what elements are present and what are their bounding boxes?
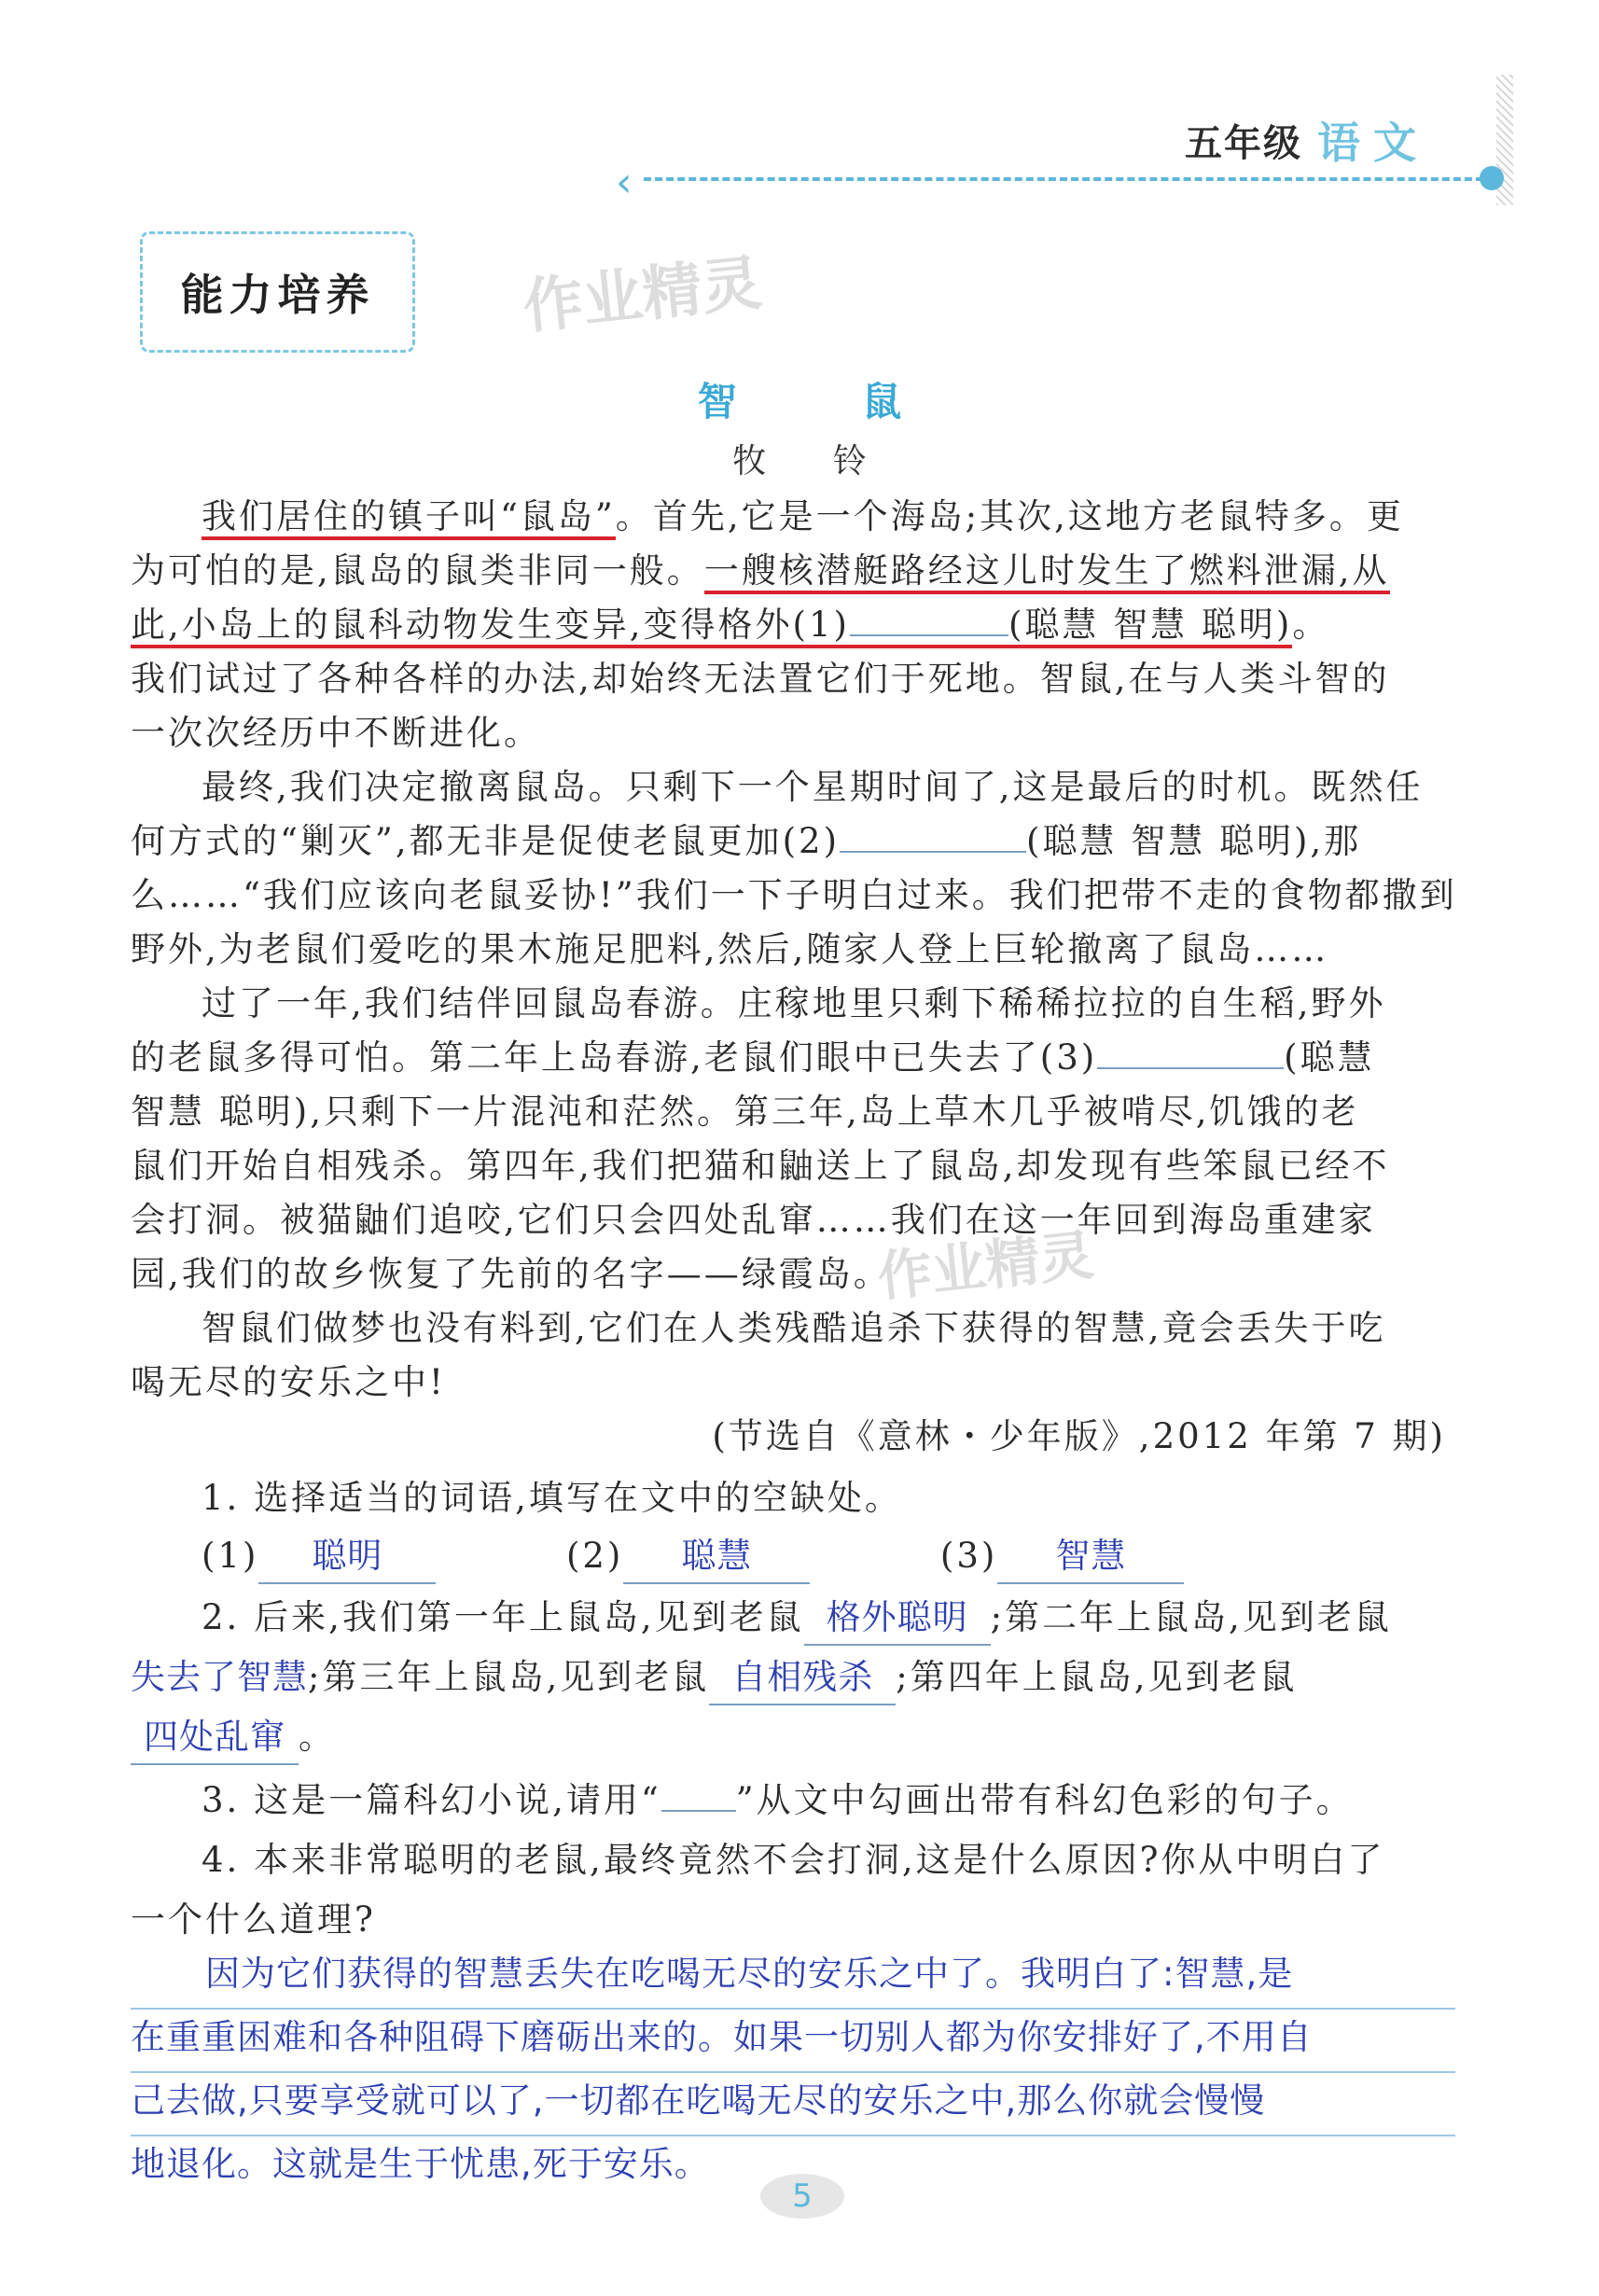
paragraph-line: 一次次经历中不断进化。 <box>131 713 541 753</box>
article-author: 牧 铃 <box>732 442 895 480</box>
answer-line: 因为它们获得的智慧丢失在吃喝无尽的安乐之中了。我明白了:智慧,是 <box>131 1946 1455 2010</box>
article-title: 智 鼠 <box>697 379 958 424</box>
paragraph-line: 我们居住的镇子叫“鼠岛”。首先,它是一个海岛;其次,这地方老鼠特多。更 <box>131 491 1455 543</box>
paragraph-line: 会打洞。被猫鼬们追咬,它们只会四处乱窜……我们在这一年回到海岛重建家 <box>131 1200 1376 1240</box>
section-title-box <box>140 231 415 353</box>
question-4-cont: 一个什么道理? <box>131 1899 376 1940</box>
paragraph-line: 过了一年,我们结伴回鼠岛春游。庄稼地里只剩下稀稀拉拉的自生稻,野外 <box>202 983 1386 1023</box>
underline-sample <box>661 1810 736 1812</box>
paragraph-line: 我们试过了各种各样的办法,却始终无法置它们于死地。智鼠,在与人类斗智的 <box>131 659 1390 699</box>
red-underlined-text: 一艘核潜艇路经这儿时发生了燃料泄漏,从 <box>704 550 1390 594</box>
question-2-end: 四处乱窜 。 <box>131 1711 1455 1765</box>
answer-2: 聪慧 <box>623 1530 810 1584</box>
answer-line: 地退化。这就是生于忧患,死于安乐。 <box>131 2144 710 2184</box>
red-underlined-text: 我们居住的镇子叫“鼠岛” <box>202 496 616 540</box>
paragraph-line: 野外,为老鼠们爱吃的果木施足肥料,然后,随家人登上巨轮撤离了鼠岛…… <box>131 929 1329 969</box>
red-underlined-text: 此,小岛上的鼠科动物发生变异,变得格外(1) (聪慧 智慧 聪明) <box>131 605 1292 648</box>
paragraph-line: 智慧 聪明),只剩下一片混沌和茫然。第三年,岛上草木几乎被啃尽,饥饿的老 <box>131 1092 1359 1132</box>
question-2-cont: 失去了智慧;第三年上鼠岛,见到老鼠 自相残杀 ;第四年上鼠岛,见到老鼠 <box>131 1651 1455 1705</box>
header-dashed-line <box>644 177 1483 181</box>
paragraph-line: 智鼠们做梦也没有料到,它们在人类残酷追杀下获得的智慧,竟会丢失于吃 <box>202 1308 1386 1348</box>
answer-q2-3: 自相残杀 <box>709 1651 896 1705</box>
question-3: 3. 这是一篇科幻小说,请用“ ”从文中勾画出带有科幻色彩的句子。 <box>202 1780 1354 1820</box>
fill-blank-3 <box>1097 1067 1284 1069</box>
page-number: 5 <box>760 2174 844 2219</box>
question-1: 1. 选择适当的词语,填写在文中的空缺处。 <box>202 1478 902 1518</box>
question-4: 4. 本来非常聪明的老鼠,最终竟然不会打洞,这是什么原因?你从中明白了 <box>202 1840 1385 1880</box>
question-2: 2. 后来,我们第一年上鼠岛,见到老鼠 格外聪明 ;第二年上鼠岛,见到老鼠 <box>131 1592 1455 1646</box>
header-dot-icon <box>1480 166 1504 190</box>
paragraph-line: 鼠们开始自相残杀。第四年,我们把猫和鼬送上了鼠岛,却发现有些笨鼠已经不 <box>131 1146 1390 1186</box>
article-source: (节选自《意林・少年版》,2012 年第 7 期) <box>712 1416 1446 1456</box>
answer-q2-1: 格外聪明 <box>804 1592 991 1646</box>
answer-1: 聪明 <box>258 1530 436 1584</box>
paragraph-line: 喝无尽的安乐之中! <box>131 1362 446 1402</box>
left-arrow-icon: ‹ <box>616 159 633 206</box>
paragraph-line: 为可怕的是,鼠岛的鼠类非同一般。一艘核潜艇路经这儿时发生了燃料泄漏,从 <box>131 545 1455 597</box>
section-title: 能力培养 <box>180 270 375 320</box>
subject-label: 语文 <box>1317 118 1429 168</box>
paragraph-line: 么……“我们应该向老鼠妥协!”我们一下子明白过来。我们把带不走的食物都撒到 <box>131 875 1457 915</box>
answer-3: 智慧 <box>997 1530 1184 1584</box>
answer-line: 己去做,只要享受就可以了,一切都在吃喝无尽的安乐之中,那么你就会慢慢 <box>131 2073 1455 2136</box>
header-grade-subject <box>1185 110 1429 170</box>
watermark: 作业精灵 <box>520 248 765 343</box>
answer-q2-4: 四处乱窜 <box>131 1711 299 1765</box>
answer-line: 在重重困难和各种阻碍下磨砺出来的。如果一切别人都为你安排好了,不用自 <box>131 2010 1455 2073</box>
fill-blank-2 <box>840 851 1026 853</box>
paragraph-line: 的老鼠多得可怕。第二年上岛春游,老鼠们眼中已失去了(3) (聪慧 <box>131 1037 1375 1078</box>
paragraph-line: 何方式的“剿灭”,都无非是促使老鼠更加(2) (聪慧 智慧 聪明),那 <box>131 821 1362 861</box>
paragraph-line: 最终,我们决定撤离鼠岛。只剩下一个星期时间了,这是最后的时机。既然任 <box>202 767 1424 807</box>
answer-q2-2: 失去了智慧 <box>131 1657 308 1697</box>
question-1-answers: (1) 聪明 (2) 聪慧 (3) 智慧 <box>202 1530 1526 1584</box>
grade-label: 五年级 <box>1185 121 1302 165</box>
paragraph-line: 此,小岛上的鼠科动物发生变异,变得格外(1) (聪慧 智慧 聪明)。 <box>131 599 1455 651</box>
fill-blank-1 <box>850 634 1008 636</box>
watermark-2: 作业精灵 <box>874 1223 1097 1309</box>
paragraph-line: 园,我们的故乡恢复了先前的名字——绿霞岛。 <box>131 1254 891 1294</box>
